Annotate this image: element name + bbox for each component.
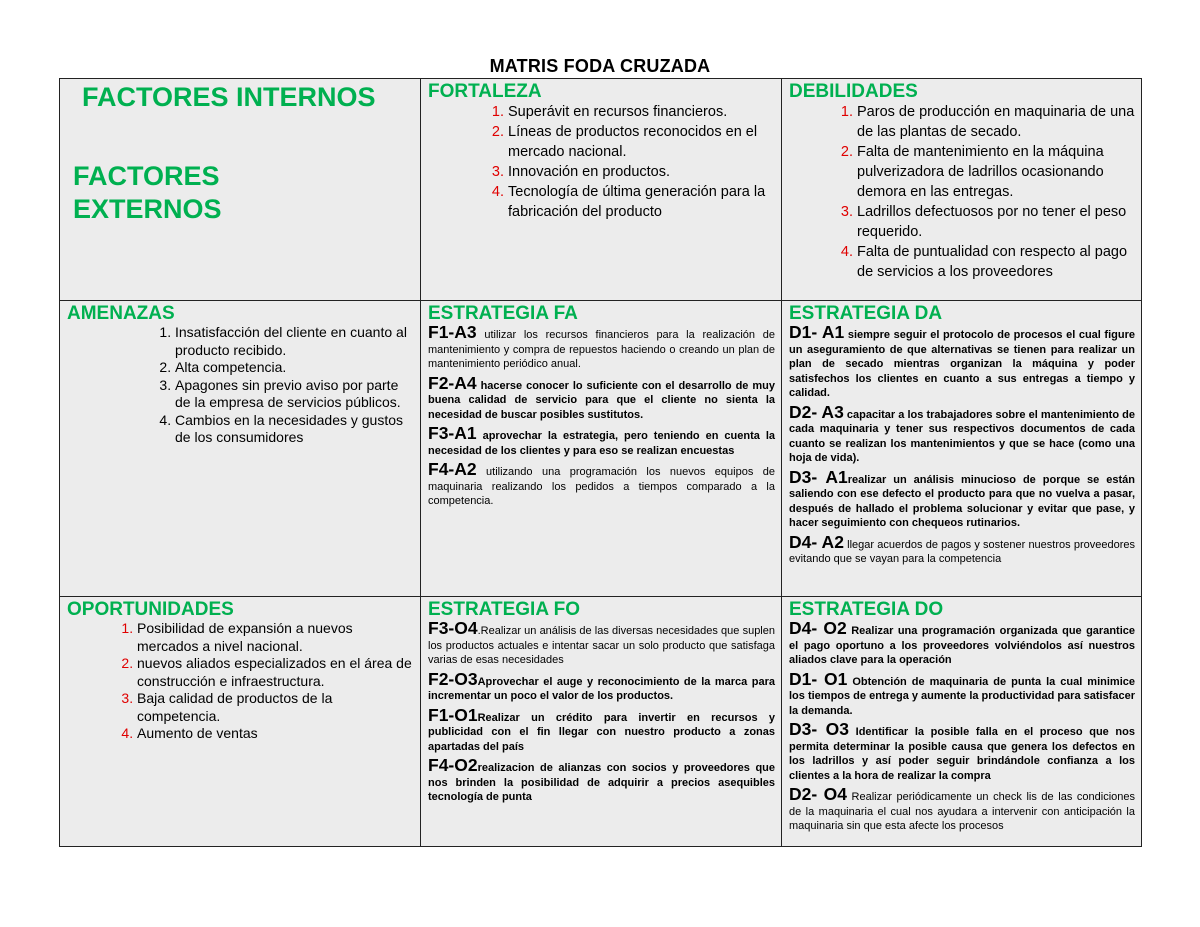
strategy-item: D4- A2 llegar acuerdos de pagos y sostener nuestros proveedores evitando que se vayan para la competencia [789, 531, 1135, 565]
strategy-code: F3-O4 [428, 618, 478, 638]
list-item: 3. Ladrillos defectuosos por no tener el peso requerido. [857, 202, 1135, 242]
list-item: 2. Falta de mantenimiento en la máquina pulverizadora de ladrillos ocasionando demora en las entregas. [857, 142, 1135, 202]
strategy-item: D1- A1 siempre seguir el protocolo de procesos el cual figure un aseguramiento de que alternativas se tienen para realizar un plan de secado mientras organizan la máquina y poder satisfechos los clientes en cuanto a sus entregas a tiempo y calidad. [789, 322, 1135, 399]
estrategia-da-heading: ESTRATEGIA DA [789, 303, 943, 324]
strategy-item: F3-O4.Realizar un análisis de las diversas necesidades que suplen los productos actuales e intentar sacar un solo producto que satisfaga varias de esas necesidades [428, 618, 775, 666]
strategy-code: D4- A2 [789, 531, 844, 552]
estrategia-do-cell [782, 597, 1142, 847]
oportunidades-heading: OPORTUNIDADES [67, 599, 234, 620]
list-item: 4. Falta de puntualidad con respecto al pago de servicios a los proveedores [857, 242, 1135, 282]
list-item: 1. Insatisfacción del cliente en cuanto al producto recibido. [175, 324, 414, 359]
strategy-code: F4-A2 [428, 459, 477, 479]
fortaleza-list [428, 102, 775, 222]
strategy-item: F2-A4 hacerse conocer lo suficiente con el desarrollo de muy buena calidad de servicio para que el cliente no sienta la necesidad de buscar posibles sustitutos. [428, 372, 775, 421]
strategy-code: D2- A3 [789, 401, 844, 422]
amenazas-cell [60, 301, 421, 597]
estrategia-da-cell [782, 301, 1142, 597]
page-title: MATRIS FODA CRUZADA [489, 56, 711, 76]
estrategia-fa-heading: ESTRATEGIA FA [428, 303, 578, 324]
amenazas-list [67, 324, 414, 447]
strategy-code: D3- A1 [789, 466, 848, 487]
strategy-code: D4- O2 [789, 618, 847, 638]
estrategia-fo-cell [421, 597, 782, 847]
list-item: 1. Paros de producción en maquinaria de una de las plantas de secado. [857, 102, 1135, 142]
oportunidades-list [67, 620, 414, 743]
strategy-item: D2- O4 Realizar periódicamente un check lis de las condiciones de la maquinaria el cual nos ayudara a intervenir con anticipación la maquinaria sin que esta afecte los procesos [789, 784, 1136, 832]
list-item: 2. nuevos aliados especializados en el área de construcción e infraestructura. [137, 655, 414, 690]
list-item: 4. Aumento de ventas [137, 725, 414, 743]
list-item: 2. Alta competencia. [175, 359, 414, 377]
strategy-item: F3-A1 aprovechar la estrategia, pero teniendo en cuenta la necesidad de los clientes y para eso se realizan encuestas [428, 423, 775, 457]
corner-cell [60, 79, 421, 301]
strategy-item: D4- O2 Realizar una programación organizada que garantice el pago oportuno a los proveedores volviéndolos así nuestros aliados clave para la operación [789, 618, 1135, 666]
strategy-item: F4-O2realizacion de alianzas con socios y proveedores que nos brinden la posibilidad de adquirir a precios asequibles tecnología de punta [428, 755, 775, 803]
fortaleza-cell [421, 79, 782, 301]
strategy-code: F1-O1 [428, 704, 478, 725]
amenazas-heading: AMENAZAS [67, 303, 175, 324]
estrategia-fa-cell [421, 301, 782, 597]
oportunidades-cell [60, 597, 421, 847]
factores-externos-label: FACTORES EXTERNOS [73, 161, 222, 224]
list-item: 1. Posibilidad de expansión a nuevos mercados a nivel nacional. [137, 620, 414, 655]
fortaleza-heading: FORTALEZA [428, 81, 542, 102]
debilidades-list [789, 102, 1135, 282]
estrategia-fo-heading: ESTRATEGIA FO [428, 599, 580, 620]
factores-internos-label: FACTORES INTERNOS [82, 82, 376, 112]
strategy-code: D3- O3 [789, 719, 849, 739]
list-item: 3. Innovación en productos. [508, 162, 775, 182]
list-item: 4. Cambios en la necesidades y gustos de los consumidores [175, 412, 414, 447]
foda-matrix [59, 78, 1142, 847]
list-item: 1. Superávit en recursos financieros. [508, 102, 775, 122]
list-item: 3. Apagones sin previo aviso por parte de la empresa de servicios públicos. [175, 377, 414, 412]
strategy-item: F1-O1Realizar un crédito para invertir en recursos y publicidad con el fin llegar con nuestro producto a zonas apartadas del país [428, 704, 775, 753]
strategy-code: F4-O2 [428, 755, 478, 775]
list-item: 3. Baja calidad de productos de la competencia. [137, 690, 414, 725]
estrategia-do-heading: ESTRATEGIA DO [789, 599, 944, 620]
strategy-code: D1- O1 [789, 668, 848, 689]
strategy-code: F3-A1 [428, 423, 477, 443]
strategy-code: F1-A3 [428, 322, 477, 342]
strategy-item: D2- A3 capacitar a los trabajadores sobre el mantenimiento de cada maquinaria y tener sus respectivos documentos de cada cuanto se realizan los mantenimientos y que se hace (como una hoja de vida). [789, 401, 1135, 464]
strategy-item: D3- O3 Identificar la posible falla en el proceso que nos permita determinar la posible causa que genera los defectos en los ladrillos y así poder seguir brindándole confianza a los clientes a la hora de realizar la compra [789, 719, 1135, 782]
strategy-item: F4-A2 utilizando una programación los nuevos equipos de maquinaria realizando los pedidos a tiempos comparado a la competencia. [428, 459, 775, 507]
strategy-code: F2-O3 [428, 668, 478, 689]
debilidades-heading: DEBILIDADES [789, 81, 918, 102]
strategy-code: D1- A1 [789, 322, 845, 342]
strategy-item: F2-O3Aprovechar el auge y reconocimiento de la marca para incrementar un poco el valor de los productos. [428, 668, 775, 702]
list-item: 2. Líneas de productos reconocidos en el mercado nacional. [508, 122, 775, 162]
strategy-item: F1-A3 utilizar los recursos financieros para la realización de mantenimiento y compra de repuestos haciendo o creando un plan de mantenimiento periódico anual. [428, 322, 775, 370]
strategy-item: D3- A1realizar un análisis minucioso de porque se están saliendo con ese defecto el producto para que no vuelva a pasar, después de hallado el problema solucionar y evitar que pase, y hacer seguimiento con chequeos rutinarios. [789, 466, 1135, 529]
debilidades-cell [782, 79, 1142, 301]
list-item: 4. Tecnología de última generación para la fabricación del producto [508, 182, 775, 222]
strategy-code: D2- O4 [789, 784, 847, 804]
strategy-code: F2-A4 [428, 372, 477, 393]
strategy-item: D1- O1 Obtención de maquinaria de punta la cual minimice los tiempos de entrega y aumente la productividad para satisfacer la demanda. [789, 668, 1136, 717]
